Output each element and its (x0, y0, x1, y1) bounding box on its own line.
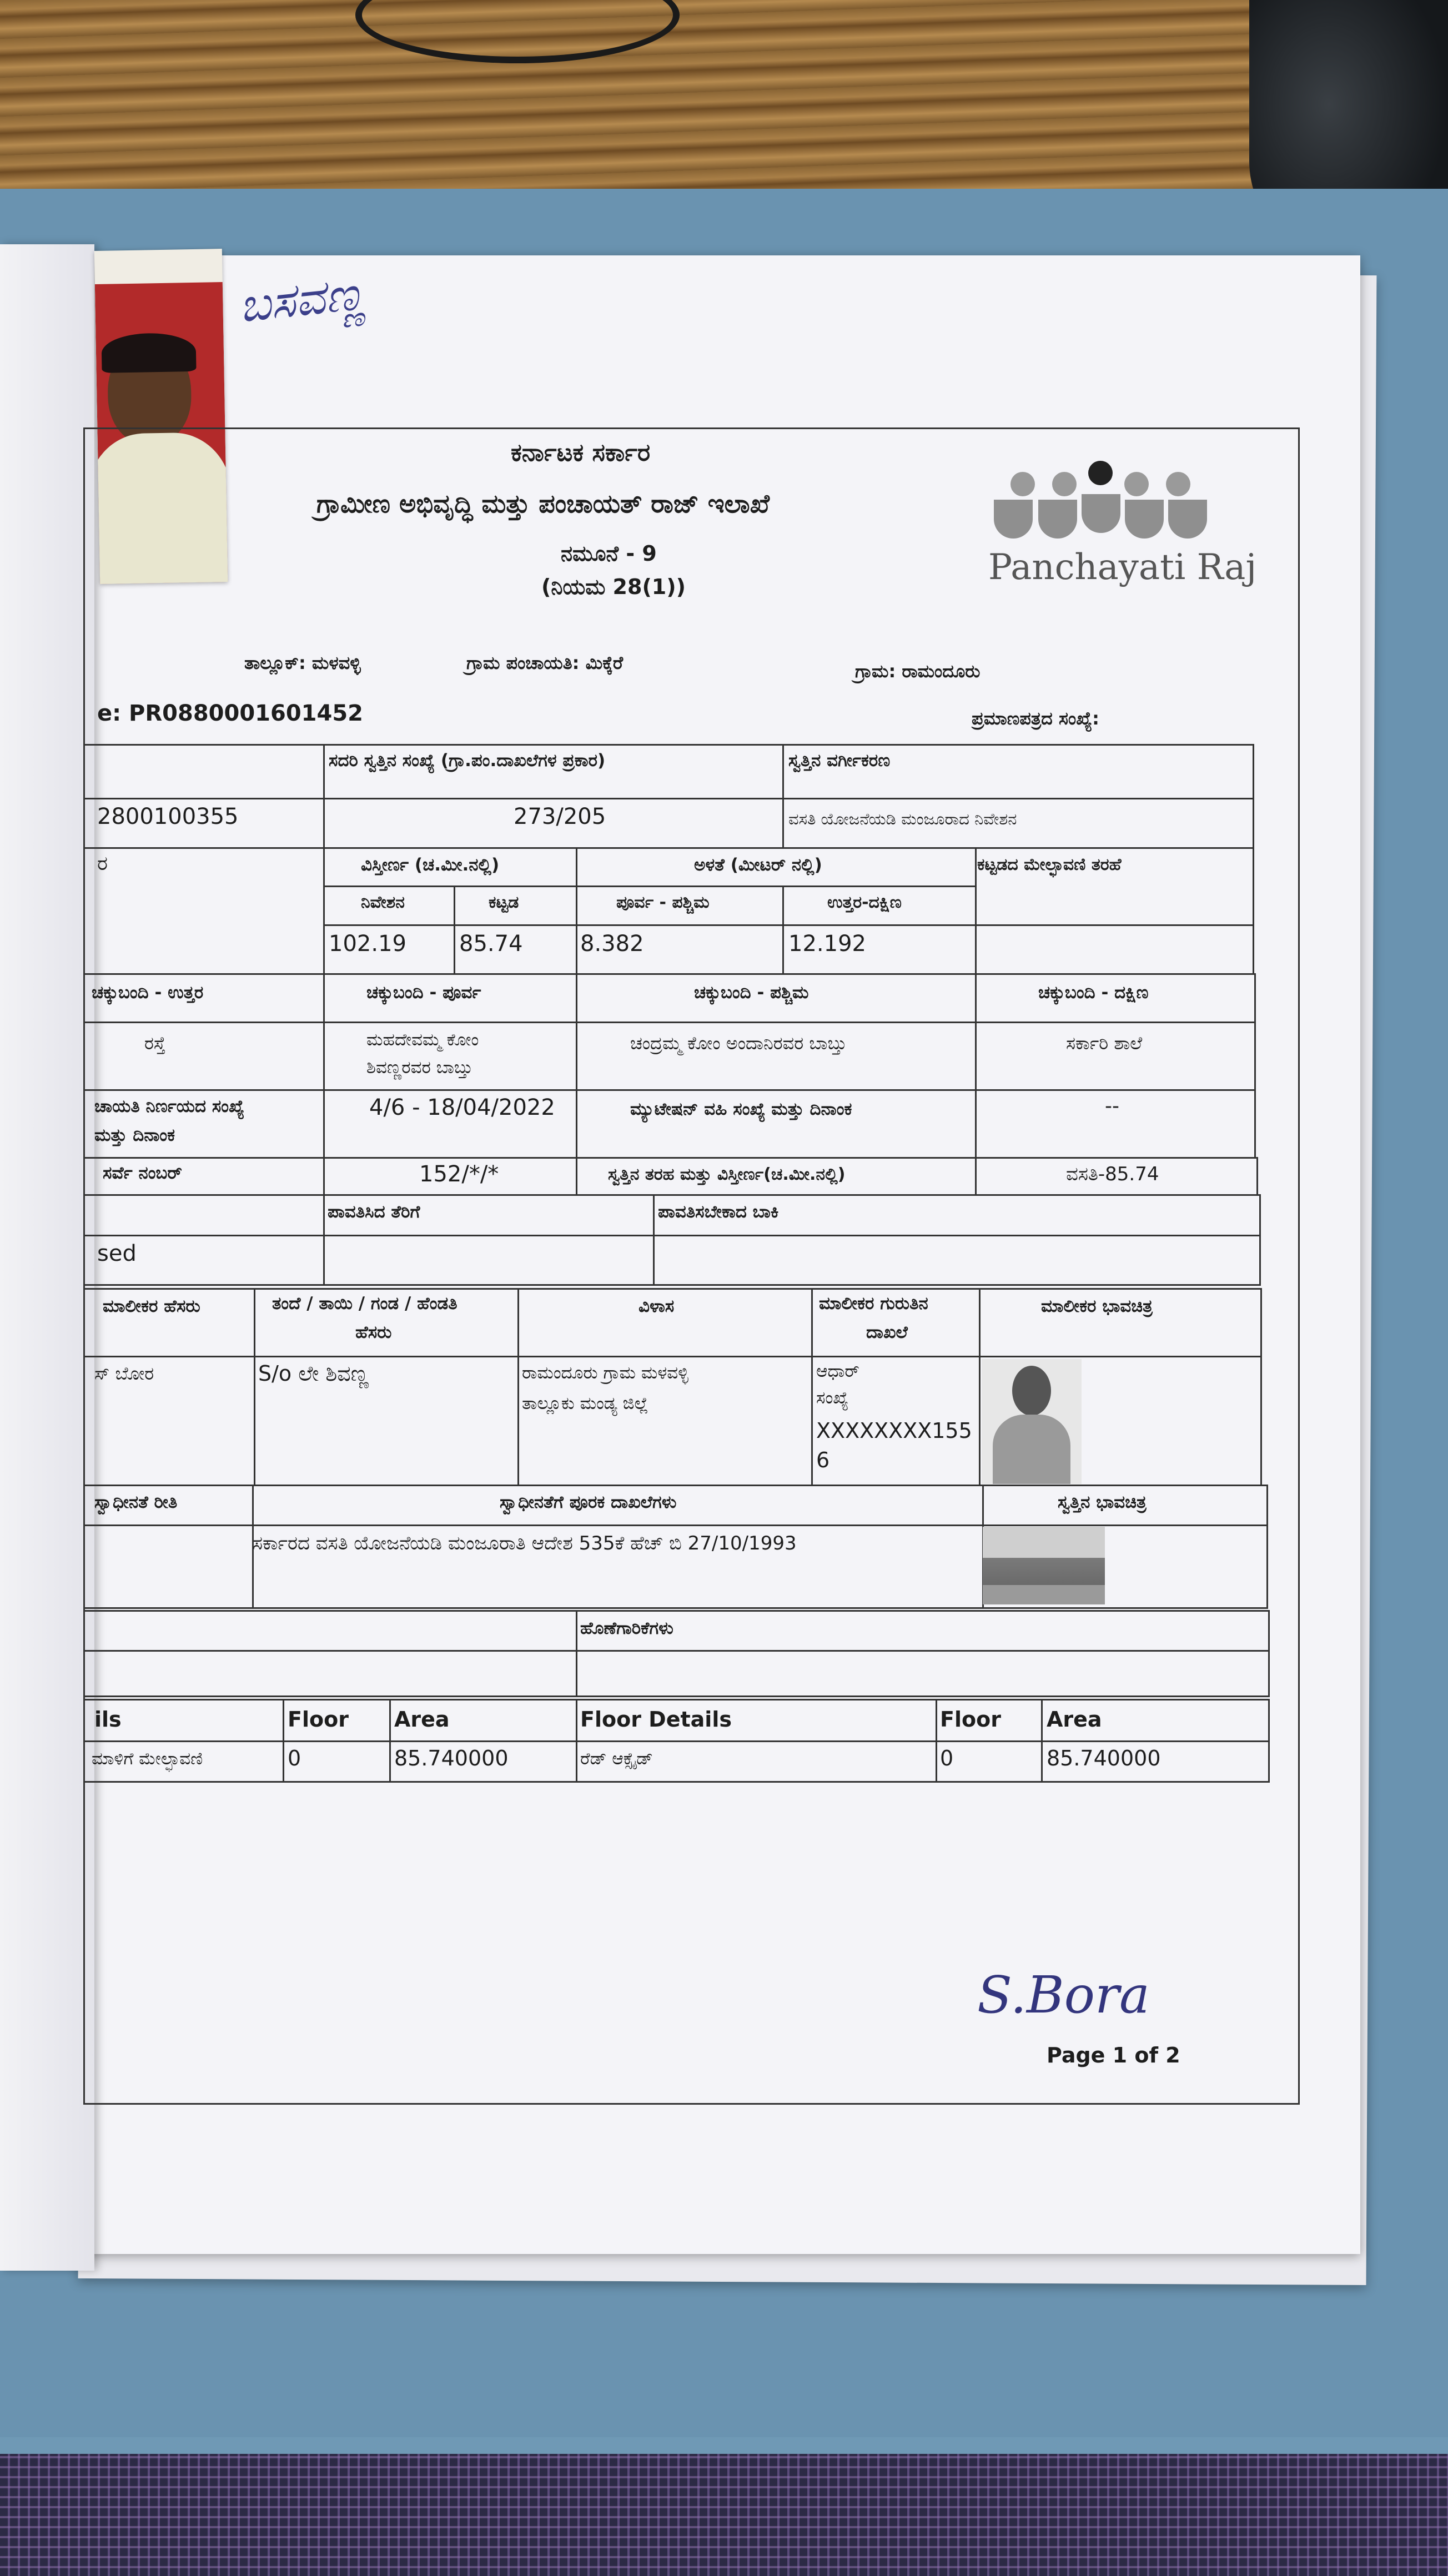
wooden-desk (0, 0, 1448, 211)
west-label: ಚಕ್ಕುಬಂದಿ - ಪಶ್ಚಿಮ (694, 983, 809, 1003)
tax-due-label: ಪಾವತಿಸಬೇಕಾದ ಬಾಕಿ (658, 1202, 779, 1222)
acquisition-docs-label: ಸ್ವಾಧೀನತೆಗೆ ಪೂರಕ ದಾಖಲೆಗಳು (500, 1492, 677, 1512)
building-value: 85.74 (459, 931, 523, 957)
acquisition-mode-cell (83, 1525, 254, 1609)
ew-value: 8.382 (580, 931, 644, 957)
survey-label: ಸರ್ವೆ ನಂಬರ್ (103, 1163, 182, 1183)
left-label-cell (83, 847, 325, 975)
acquisition-mode-label: ಸ್ವಾಧೀನತೆ ರೀತಿ (94, 1492, 178, 1512)
north-label: ಚಕ್ಕುಬಂದಿ - ಉತ್ತರ (92, 983, 204, 1003)
owner-photo-label: ಮಾಲೀಕರ ಭಾವಚಿತ್ರ (1041, 1296, 1153, 1316)
floor-right-floor: 0 (940, 1746, 954, 1770)
left-label: ರ (97, 852, 108, 875)
floor-right-area-label: Area (1047, 1707, 1102, 1732)
site-value: 102.19 (329, 931, 406, 957)
floor-right-area: 85.740000 (1047, 1746, 1161, 1770)
classification-value: ವಸತಿ ಯೋಜನೆಯಡಿ ಮಂಜೂರಾದ ನಿವೇಶನ (788, 809, 1017, 828)
resolution-label-line1: ಚಾಯತಿ ನಿರ್ಣಯದ ಸಂಖ್ಯೆ (94, 1096, 245, 1116)
ns-value: 12.192 (788, 931, 866, 957)
south-label: ಚಕ್ಕುಬಂದಿ - ದಕ್ಷಿಣ (1038, 983, 1149, 1003)
floor-left-area: 85.740000 (394, 1746, 509, 1770)
certificate-number-label: ಪ್ರಮಾಣಪತ್ರದ ಸಂಖ್ಯೆ: (972, 708, 1099, 729)
village-label: ಗ್ರಾಮ: ರಾಮಂದೂರು (855, 661, 981, 682)
rule-number: (ನಿಯಮ 28(1)) (541, 575, 686, 599)
floor-left-details-label: ils (94, 1707, 122, 1732)
building-type-label: ಕಟ್ಟಡದ ಮೇಲ್ಛಾವಣಿ ತರಹೆ (977, 855, 1122, 874)
site-header-label: ನಿವೇಶನ (361, 893, 405, 912)
south-value: ಸರ್ಕಾರಿ ಶಾಲೆ (1066, 1033, 1143, 1054)
folded-page-edge (0, 244, 94, 2271)
owner-id-line4: 6 (816, 1448, 830, 1472)
survey-value: 152/*/* (419, 1161, 499, 1187)
owner-name-value: ಸ್ ಬೋರ (94, 1363, 154, 1384)
gram-panchayat-label: ಗ್ರಾಮ ಪಂಚಾಯತಿ: ಮಿಕ್ಕೆರೆ (466, 652, 624, 673)
tax-paid-label: ಪಾವತಿಸಿದ ತೆರಿಗೆ (328, 1202, 420, 1222)
east-label: ಚಕ್ಕುಬಂದಿ - ಪೂರ್ವ (366, 983, 481, 1003)
liabilities-left-cell (83, 1650, 577, 1697)
property-id: e: PR0880001601452 (97, 701, 363, 726)
owner-id-label-line2: ದಾಖಲೆ (866, 1322, 908, 1342)
floor-left-floor: 0 (288, 1746, 301, 1770)
ns-header-label: ಉತ್ತರ-ದಕ್ಷಿಣ (827, 893, 902, 912)
property-photo-label: ಸ್ವತ್ತಿನ ಭಾವಚಿತ್ರ (1058, 1492, 1147, 1512)
mutation-value: -- (1105, 1095, 1119, 1118)
property-number-value: 273/205 (514, 804, 606, 829)
property-photo (983, 1527, 1105, 1604)
signature: S.Bora (977, 1965, 1150, 2025)
owner-address-label: ವಿಳಾಸ (638, 1296, 675, 1316)
left-id-value: 2800100355 (97, 804, 239, 829)
state-government-title: ಕರ್ನಾಟಕ ಸರ್ಕಾರ (511, 439, 651, 467)
building-type-value-cell (975, 924, 1254, 975)
floor-right-details-label: Floor Details (580, 1707, 732, 1732)
taluk-label: ತಾಲ್ಲೂಕ್: ಮಳವಳ್ಳಿ (244, 652, 361, 673)
east-value-line1: ಮಹದೇವಮ್ಮ ಕೋಂ (366, 1030, 479, 1050)
tax-paid-cell (323, 1235, 655, 1286)
owner-id-label-line1: ಮಾಲೀಕರ ಗುರುತಿನ (819, 1294, 928, 1314)
owner-id-line3: XXXXXXXX155 (816, 1418, 972, 1443)
owner-address-line2: ತಾಲ್ಲೂಕು ಮಂಡ್ಯ ಜಿಲ್ಲೆ (522, 1393, 648, 1413)
liabilities-label: ಹೊಣೆಗಾರಿಕೆಗಳು (580, 1618, 673, 1638)
form-number: ನಮೂನೆ - 9 (561, 541, 657, 566)
liabilities-header (576, 1610, 1270, 1652)
south-value-cell (975, 1022, 1256, 1091)
tax-left-value: sed (97, 1241, 137, 1266)
page-number: Page 1 of 2 (1047, 2043, 1180, 2067)
type-area-value: ವಸತಿ-85.74 (1066, 1163, 1159, 1185)
liabilities-cell (576, 1650, 1270, 1697)
tax-due-cell (653, 1235, 1261, 1286)
checked-cloth (0, 2454, 1448, 2576)
liabilities-left-header (83, 1610, 577, 1652)
floor-right-floor-label: Floor (940, 1707, 1001, 1732)
owner-relation-label-line1: ತಂದೆ / ತಾಯಿ / ಗಂಡ / ಹೆಂಡತಿ (272, 1294, 457, 1314)
owner-relation-value: S/o ಲೇ ಶಿವಣ್ಣ (258, 1361, 369, 1386)
classification-label: ಸ್ವತ್ತಿನ ವರ್ಗೀಕರಣ (788, 751, 891, 771)
type-area-label: ಸ್ವತ್ತಿನ ತರಹ ಮತ್ತು ವಿಸ್ತೀರ್ಣ(ಚ.ಮೀ.ನಲ್ಲಿ) (608, 1165, 846, 1184)
west-value-cell (576, 1022, 977, 1091)
owner-id-line1: ಆಧಾರ್ (816, 1361, 859, 1381)
owner-photo (982, 1359, 1082, 1484)
department-title: ಗ್ರಾಮೀಣ ಅಭಿವೃದ್ಧಿ ಮತ್ತು ಪಂಚಾಯತ್ ರಾಜ್ ಇಲಾಖೆ (316, 489, 770, 519)
ew-header-label: ಪೂರ್ವ - ಪಶ್ಚಿಮ (616, 893, 710, 912)
acquisition-docs-value: ಸರ್ಕಾರದ ವಸತಿ ಯೋಜನೆಯಡಿ ಮಂಜೂರಾತಿ ಆದೇಶ 535ಕೆ ಹೆಚ್ ಬಿ 27/10/1993 (253, 1532, 797, 1554)
cell-left-blank (83, 744, 325, 799)
floor-left-area-label: Area (394, 1707, 450, 1732)
floor-left-floor-label: Floor (288, 1707, 349, 1732)
mutation-label: ಮ್ಯುಟೇಷನ್ ವಹಿ ಸಂಖ್ಯೆ ಮತ್ತು ದಿನಾಂಕ (630, 1099, 852, 1119)
handwritten-note: ಬಸವಣ್ಣ (236, 265, 368, 333)
owner-id-line2: ಸಂಖ್ಯೆ (816, 1388, 849, 1408)
floor-right-detail: ರೆಡ್ ಆಕ್ಸೈಡ್ (580, 1749, 653, 1769)
tax-left-header (83, 1194, 325, 1236)
building-header-label: ಕಟ್ಟಡ (489, 893, 519, 912)
west-value: ಚಂದ್ರಮ್ಮ ಕೋಂ ಅಂದಾನಿರವರ ಬಾಬ್ತು (630, 1033, 847, 1054)
area-header-label: ವಿಸ್ತೀರ್ಣ (ಚ.ಮೀ.ನಲ್ಲಿ) (361, 855, 500, 875)
owner-address-line1: ರಾಮಂದೂರು ಗ್ರಾಮ ಮಳವಳ್ಳಿ (522, 1363, 688, 1383)
north-value-cell (83, 1022, 325, 1091)
resolution-label-line2: ಮತ್ತು ದಿನಾಂಕ (94, 1125, 175, 1145)
panchayati-raj-logo-icon (983, 455, 1205, 550)
owner-relation-label-line2: ಹೆಸರು (355, 1322, 392, 1342)
floor-left-detail: ಮಾಳಿಗೆ ಮೇಲ್ಛಾವಣಿ (92, 1749, 203, 1769)
east-value-line2: ಶಿವಣ್ಣರವರ ಬಾಬ್ತು (366, 1058, 473, 1078)
north-value: ರಸ್ತೆ (144, 1033, 165, 1054)
logo-text: Panchayati Raj (988, 547, 1257, 588)
property-number-label: ಸದರಿ ಸ್ವತ್ತಿನ ಸಂಖ್ಯೆ (ಗ್ರಾ.ಪಂ.ದಾಖಲೆಗಳ ಪ್ರಕಾರ) (329, 751, 606, 771)
measure-header-label: ಅಳತೆ (ಮೀಟರ್ ನಲ್ಲಿ) (694, 855, 822, 875)
resolution-value: 4/6 - 18/04/2022 (369, 1095, 555, 1120)
owner-name-label: ಮಾಲೀಕರ ಹೆಸರು (103, 1296, 200, 1316)
